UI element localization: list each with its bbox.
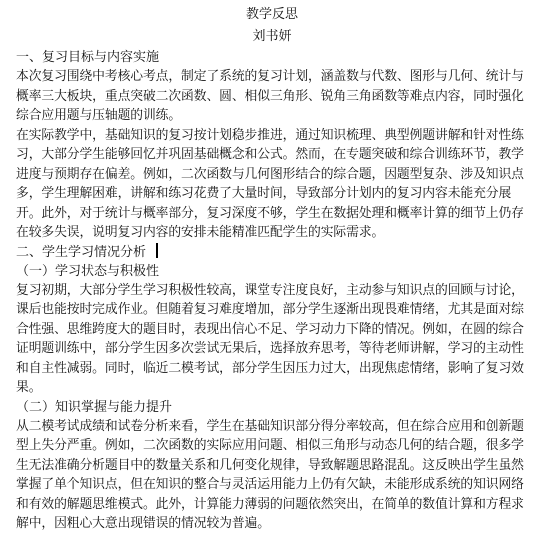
document-title: 教学反思: [245, 7, 298, 22]
section-heading-1: 一、复习目标与内容实施: [16, 50, 160, 65]
text-cursor: [156, 243, 158, 258]
subsection-heading-1: （一）学习状态与积极性: [16, 263, 160, 279]
document-author: 刘书妍: [252, 29, 292, 44]
subsection1-paragraph: 复习初期，大部分学生学习积极性较高，课堂专注度良好，主动参与知识点的回顾与讨论，课后也能按时完成作业。但随着复习难度增加，部分学生逐渐出现畏难情绪，尤其是面对综合性强、思维跨度大的题目时，表现出信心不足、学习动力下降的情况。例如，在圆的综合证明题训练中，部分学生因多次尝试无果后，选择放弃思考，等待老师讲解，学习的主动性和自主性减弱。同时，临近二模考试，部分学生因压力过大，出现焦虑情绪，影响了复习效果。: [16, 282, 524, 395]
subsection2-paragraph: 从二模考试成绩和试卷分析来看，学生在基础知识部分得分率较高，但在综合应用和创新题型上失分严重。例如，二次函数的实际应用问题、相似三角形与动态几何的结合题，很多学生无法准确分析题目中的数量关系和几何变化规律，导致解题思路混乱。这反映出学生虽然掌握了单个知识点，但在知识的整合与灵活运用能力上仍有欠缺，未能形成系统的知识网络和有效的解题思维模式。此外，计算能力薄弱的问题依然突出，在简单的数值计算和方程求解中，因粗心大意出现错误的情况较为普遍。: [16, 418, 524, 531]
section1-paragraph-1: 本次复习围绕中考核心考点，制定了系统的复习计划，涵盖数与代数、图形与几何、统计与概率三大板块，重点突破二次函数、圆、相似三角形、锐角三角函数等难点内容，同时强化综合应用题与压轴题的训练。: [16, 69, 524, 123]
section-heading-2: 二、学生学习情况分析: [16, 244, 147, 260]
section1-paragraph-2: 在实际教学中，基础知识的复习按计划稳步推进，通过知识梳理、典型例题讲解和针对性练习，大部分学生能够回忆并巩固基础概念和公式。然而，在专题突破和综合训练环节，教学进度与预期存在偏差。例如，二次函数与几何图形结合的综合题，因题型复杂、涉及知识点多，学生理解困难，讲解和练习花费了大量时间，导致部分计划内的复习内容未能充分展开。此外，对于统计与概率部分，复习深度不够，学生在数据处理和概率计算的细节上仍存在较多失误，说明复习内容的安排未能精准匹配学生的实际需求。: [16, 127, 524, 240]
section-heading-2-line: [16, 243, 528, 262]
subsection-heading-2: （二）知识掌握与能力提升: [16, 399, 173, 415]
